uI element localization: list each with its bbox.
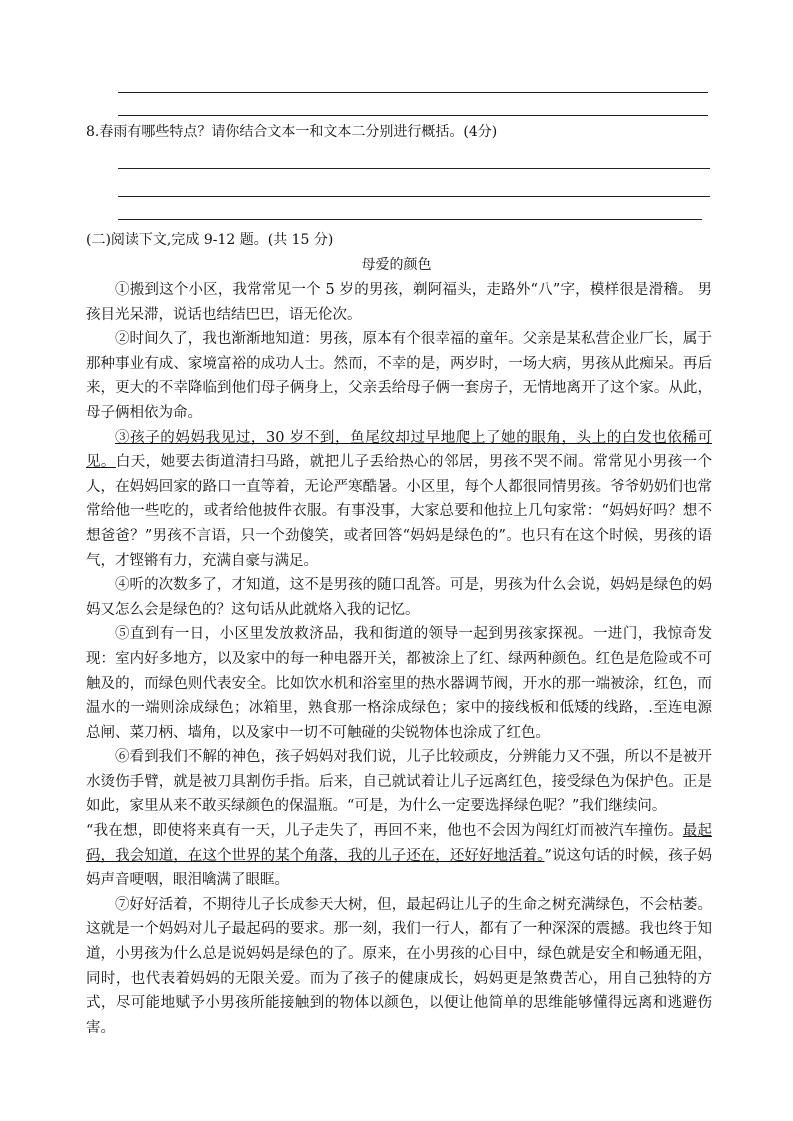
article-body (86, 278, 712, 1040)
paragraph-1: ①搬到这个小区，我常常见一个 5 岁的男孩，剃阿福头，走路外“八”字，模样很是滑稽。 男孩目光呆滞，说话也结结巴巴，语无伦次。 (86, 282, 712, 323)
paragraph-7: ⑦好好活着，不期待儿子长成参天大树，但，最起码让儿子的生命之树充满绿色，不会枯萎。这就是一个妈妈对儿子最起码的要求。那一刻，我们一行人，都有了一种深深的震撼。我也终于知道，小男孩为什么总是说妈妈是绿色的了。原来，在小男孩的心目中，绿色就是安全和畅通无阻，同时，也代表着妈妈的无限关爱。而为了孩子的健康成长，妈妈更是煞费苦心，用自己独特的方式，尽可能地赋予小男孩所能接触到的物体以颜色，以便让他简单的思维能够懂得远离和逃避伤害。 (86, 896, 712, 1036)
paragraph-6: ⑥看到我们不解的神色，孩子妈妈对我们说，儿子比较顽皮，分辨能力又不强，所以不是被开水烫伤手臂，就是被刀具割伤手指。后来，自己就试着让儿子远离红色，接受绿色为保护色。正是如此，家里从来不敢买绿颜色的保温瓶。“可是，为什么一定要选择绿色呢？”我们继续问。 (86, 749, 712, 815)
section-heading: (二)阅读下文,完成 9-12 题。(共 15 分) (86, 232, 334, 248)
article-title: 母爱的颜色 (361, 257, 432, 273)
underlined-sentence: 最起码，我会知道，在这个世界的某个角落，我的儿子还在，还好好地活着。 (86, 823, 712, 864)
paragraph-4: ④听的次数多了，才知道，这不是男孩的随口乱答。可是，男孩为什么会说，妈妈是绿色的妈妈又怎么会是绿色的？这句话从此就烙入我的记忆。 (86, 577, 712, 618)
question-8: 8.春雨有哪些特点？请你结合文本一和文本二分别进行概括。(4分) (86, 124, 498, 140)
paragraph-quote (86, 819, 712, 893)
paragraph-5: ⑤直到有一日，小区里发放救济品，我和街道的领导一起到男孩家探视。一进门，我惊奇发现：室内好多地方，以及家中的每一种电器开关，都被涂上了红、绿两种颜色。红色是危险或不可触及的，而绿色则代表安全。比如饮水机和浴室里的热水器调节阀，开水的那一端被涂，红色，而温水的一端则涂成绿色；冰箱里，熟食那一格涂成绿色；家中的接线板和低矮的线路，.至连电源总闸、菜刀柄、墙角，以及家中一切不可触碰的尖锐物体也涂成了红色。 (86, 626, 712, 741)
paragraph-3-text: 白天，她要去街道清扫马路，就把儿子丢给热心的邻居，男孩不哭不闹。常常见小男孩一个人，在妈妈回家的路口一直等着，无论严寒酷暑。小区里，每个人都很同情男孩。爷爷奶奶们也常常给他一些吃的，或者给他披件衣服。有事没事，大家总要和他拉上几句家常：“妈妈好吗？想不想爸爸？”男孩不言语，只一个劲傻笑，或者回答“妈妈是绿色的”。也只有在这个时候，男孩的语气，才铿锵有力，充满自豪与满足。 (86, 454, 713, 569)
answer-line (118, 115, 708, 116)
quote-rest: ”说这句话的时候，孩子妈妈声音哽咽，眼泪噙满了眼眶。 (86, 847, 712, 889)
answer-line (118, 92, 708, 93)
quote-lead: “我在想，即使将来真有一天，儿子走失了，再回不来，他也不会因为闯红灯而被汽车撞伤。 (86, 823, 683, 840)
underlined-sentence: ③孩子的妈妈我见过，30 岁不到，鱼尾纹却过早地爬上了她的眼角，头上的白发也依稀可见。 (86, 429, 712, 471)
answer-line (118, 168, 710, 169)
paragraph-2: ②时间久了，我也渐渐地知道：男孩，原本有个很幸福的童年。父亲是某私营企业厂长，属于那种事业有成、家境富裕的成功人士。然而，不幸的是，两岁时，一场大病，男孩从此痴呆。再后来，更大的不幸降临到他们母子俩身上，父亲丢给母子俩一套房子，无情地离开了这个家。从此，母子俩相依为命。 (86, 331, 712, 421)
paragraph-3 (86, 426, 712, 574)
answer-line (118, 196, 710, 197)
answer-line (118, 219, 702, 220)
